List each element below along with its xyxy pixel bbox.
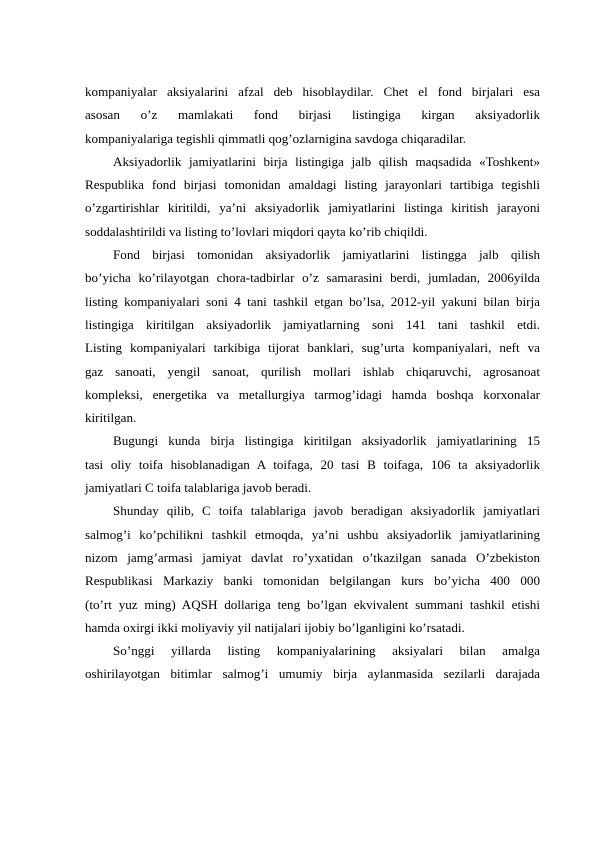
text-line: bo’yicha ko’rilayotgan chora-tadbirlar o’z samarasini berdi, jumladan, 2006yilda <box>85 270 540 286</box>
text-line: oshirilayotgan bitimlar salmog’i umumiy birja aylanmasida sezilarli darajada <box>85 666 540 682</box>
text-line: listingiga kiritilgan aksiyadorlik jamiyatlarning soni 141 tani tashkil etdi. <box>85 316 540 332</box>
text-line: asosan o’z mamlakati fond birjasi listingiga kirgan aksiyadorlik <box>85 107 540 123</box>
text-line: tasi oliy toifa hisoblanadigan A toifaga, 20 tasi B toifaga, 106 ta aksiyadorlik <box>85 456 540 472</box>
text-line: Aksiyadorlik jamiyatlarini birja listingiga jalb qilish maqsadida «Toshkent» <box>113 153 540 169</box>
paragraph <box>85 429 540 499</box>
paragraph <box>85 499 540 639</box>
text-line: (to’rt yuz ming) AQSH dollariga teng bo’lgan ekvivalent summani tashkil etishi <box>85 596 540 612</box>
text-line: So’nggi yillarda listing kompaniyalarining aksiyalari bilan amalga <box>113 643 540 659</box>
document-page <box>85 80 540 686</box>
text-line: soddalashtirildi va listing to’lovlari miqdori qayta ko’rib chiqildi. <box>85 223 428 239</box>
text-line: kiritilgan. <box>85 410 137 426</box>
text-line: Fond birjasi tomonidan aksiyadorlik jamiyatlarini listingga jalb qilish <box>113 247 540 263</box>
text-line: kompleksi, energetika va metallurgiya tarmog’idagi hamda boshqa korxonalar <box>85 386 540 402</box>
text-line: jamiyatlari C toifa talablariga javob beradi. <box>85 480 312 496</box>
text-line: Respublika fond birjasi tomonidan amaldagi listing jarayonlari tartibiga tegishli <box>85 177 540 193</box>
text-line: Bugungi kunda birja listingiga kiritilgan aksiyadorlik jamiyatlarining 15 <box>113 433 540 449</box>
text-line: Respublikasi Markaziy banki tomonidan belgilangan kurs bo’yicha 400 000 <box>85 573 540 589</box>
paragraph <box>85 80 540 150</box>
text-line: kompaniyalariga tegishli qimmatli qog’ozlarnigina savdoga chiqaradilar. <box>85 130 467 146</box>
text-line: gaz sanoati, yengil sanoat, qurilish mollari ishlab chiqaruvchi, agrosanoat <box>85 363 540 379</box>
paragraph <box>85 639 540 686</box>
text-line: salmog’i ko’pchilikni tashkil etmoqda, ya’ni ushbu aksiyadorlik jamiyatlarining <box>85 526 540 542</box>
text-line: o’zgartirishlar kiritildi, ya’ni aksiyadorlik jamiyatlarini listinga kiritish jarayoni <box>85 200 540 216</box>
text-line: hamda oxirgi ikki moliyaviy yil natijalari ijobiy bo’lganligini ko’rsatadi. <box>85 619 465 635</box>
text-line: nizom jamg’armasi jamiyat davlat ro’yxatidan o’tkazilgan sanada O’zbekiston <box>85 549 540 565</box>
text-line: Listing kompaniyalari tarkibiga tijorat banklari, sug’urta kompaniyalari, neft va <box>85 340 540 356</box>
text-line: Shunday qilib, C toifa talablariga javob beradigan aksiyadorlik jamiyatlari <box>113 503 540 519</box>
text-line: kompaniyalar aksiyalarini afzal deb hisoblaydilar. Chet el fond birjalari esa <box>85 84 540 99</box>
paragraph <box>85 150 540 243</box>
text-line: listing kompaniyalari soni 4 tani tashkil etgan bo’lsa, 2012-yil yakuni bilan birja <box>85 293 540 309</box>
paragraph <box>85 243 540 429</box>
